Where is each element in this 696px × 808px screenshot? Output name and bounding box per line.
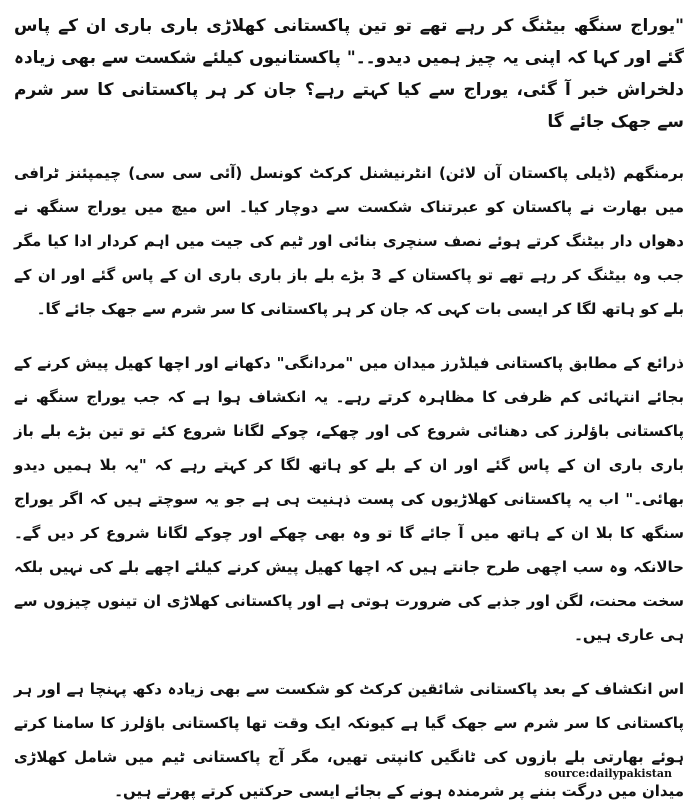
- article-headline: "یوراج سنگھ بیٹنگ کر رہے تھے تو تین پاکستانی کھلاڑی باری باری ان کے پاس گئے اور کہا کہ اپنی یہ چیز ہمیں دیدو۔۔" پاکستانیوں کیلئے شکست سے بھی زیادہ دلخراش خبر آ گئی، یوراج سے کیا کہتے رہے؟ جان کر ہر پاکستانی کا سر شرم سے جھک جائے گا: [14, 16, 684, 132]
- paragraph-details: ذرائع کے مطابق پاکستانی فیلڈرز میدان میں "مردانگی" دکھانے اور اچھا کھیل پیش کرنے کے بجائے انتہائی کم ظرفی کا مظاہرہ کرتے رہے۔ یہ انکشاف ہوا ہے کہ جب یوراج سنگھ نے پاکستانی باؤلرز کی دھنائی شروع کی اور چھکے، چوکے لگانا شروع کئے تو تین بڑے بلے باز باری باری ان کے پاس گئے اور ان کے بلے کو ہاتھ لگا کر کہتے رہے کہ "یہ بلا ہمیں دیدو بھائی۔" اب یہ پاکستانی کھلاڑیوں کی پست ذہنیت ہی ہے جو یہ سوچتے ہیں کہ اگر یوراج سنگھ کا بلا ان کے ہاتھ میں آ جائے گا تو وہ بھی چھکے اور چوکے لگانا شروع کر دیں گے۔ حالانکہ وہ سب اچھی طرح جانتے ہیں کہ اچھا کھیل پیش کرنے کیلئے اچھے بلے کی نہیں بلکہ سخت محنت، لگن اور جذبے کی ضرورت ہوتی ہے اور پاکستانی کھلاڑی ان تینوں چیزوں سے ہی عاری ہیں۔: [14, 354, 684, 644]
- paragraph-intro: برمنگھم (ڈیلی پاکستان آن لائن) انٹرنیشنل کرکٹ کونسل (آئی سی سی) چیمپئنز ٹرافی میں بھارت نے پاکستان کو عبرتناک شکست سے دوچار کیا۔ اس میچ میں یوراج سنگھ نے دھواں دار بیٹنگ کرتے ہوئے نصف سنچری بنائی اور ٹیم کی جیت میں اہم کردار ادا کیا مگر جب وہ بیٹنگ کر رہے تھے تو پاکستان کے 3 بڑے بلے باز باری باری ان کے پاس گئے اور ان کے بلے کو ہاتھ لگا کر ایسی بات کہی کہ جان کر ہر پاکستانی کا سر شرم سے جھک جائے گا۔: [14, 164, 684, 318]
- paragraph-conclusion: اس انکشاف کے بعد پاکستانی شائقین کرکٹ کو شکست سے بھی زیادہ دکھ پہنچا ہے اور ہر پاکستانی کا سر شرم سے جھک گیا ہے کیونکہ ایک وقت تھا پاکستانی باؤلرز کا سامنا کرتے ہوئے بھارتی بلے بازوں کی ٹانگیں کانپتی تھیں، مگر آج پاکستانی ٹیم میں شامل کھلاڑی میدان میں درگت بننے پر شرمندہ ہونے کے بجائے ایسی حرکتیں کرتے پھرتے ہیں۔: [14, 680, 684, 800]
- source-credit: source:dailypakistan: [544, 767, 672, 780]
